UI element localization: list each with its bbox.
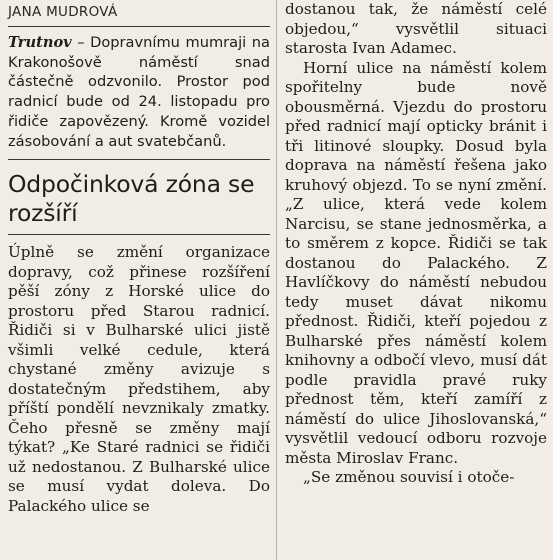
lead-place: Trutnov	[8, 34, 72, 51]
heading-rule	[8, 234, 270, 235]
lead-text: – Dopravnímu mumraji na Krakonošově náměstí snad částečně odzvonilo. Prostor pod radnicí bude od 24. listopadu pro řidiče zapovězený. Kromě vozidel zásobování a aut svatebčanů.	[8, 34, 270, 150]
left-body-paragraph: Úplně se změní organizace dopravy, což přinese rozšíření pěší zóny z Horské ulice do prostoru před Starou radnicí. Řidiči si v Bulharské ulici jistě všimli velké cedule, která chystané změny avizuje s dostatečným předstihem, aby příští pondělí nevznikaly zmatky. Čeho přesně se změny mají týkat? „Ke Staré radnici se řidiči už nedostanou. Z Bulharské ulice se musí vydat doleva. Do Palackého ulice se	[8, 243, 270, 515]
left-column	[8, 0, 270, 516]
article-heading: Odpočinková zóna se rozšíří	[8, 170, 255, 228]
right-paragraph-quote-start: „Se změnou souvisí i otoče-	[303, 468, 515, 486]
right-paragraph-continuation: dostanou tak, že náměstí celé objedou,“ vysvětlil situaci starosta Ivan Adamec.	[285, 0, 547, 57]
right-column	[285, 0, 547, 488]
author-byline: JANA MUDROVÁ	[8, 3, 270, 27]
right-paragraph-main: Horní ulice na náměstí kolem spořitelny bude nově obousměrná. Vjezdu do prostoru před radnicí mají opticky bránit i tři litinové sloupky. Dosud byla doprava na náměstí řešena jako kruhový objezd. To se nyní změní. „Z ulice, která vede kolem Narcisu, se stane jednosměrka, a to směrem z kopce. Řidiči se tak dostanou do Palackého. Z Havlíčkovy do náměstí nebudou tedy muset dávat nikomu přednost. Řidiči, kteří pojedou z Bulharské přes náměstí kolem knihovny a odbočí vlevo, musí dát podle pravidla pravé ruky přednost těm, kteří zamíří z náměstí do ulice Jihoslovanská,“ vysvětlil vedoucí odboru rozvoje města Miroslav Franc.	[285, 58, 547, 467]
column-divider	[276, 0, 277, 560]
lead-paragraph	[8, 33, 270, 160]
